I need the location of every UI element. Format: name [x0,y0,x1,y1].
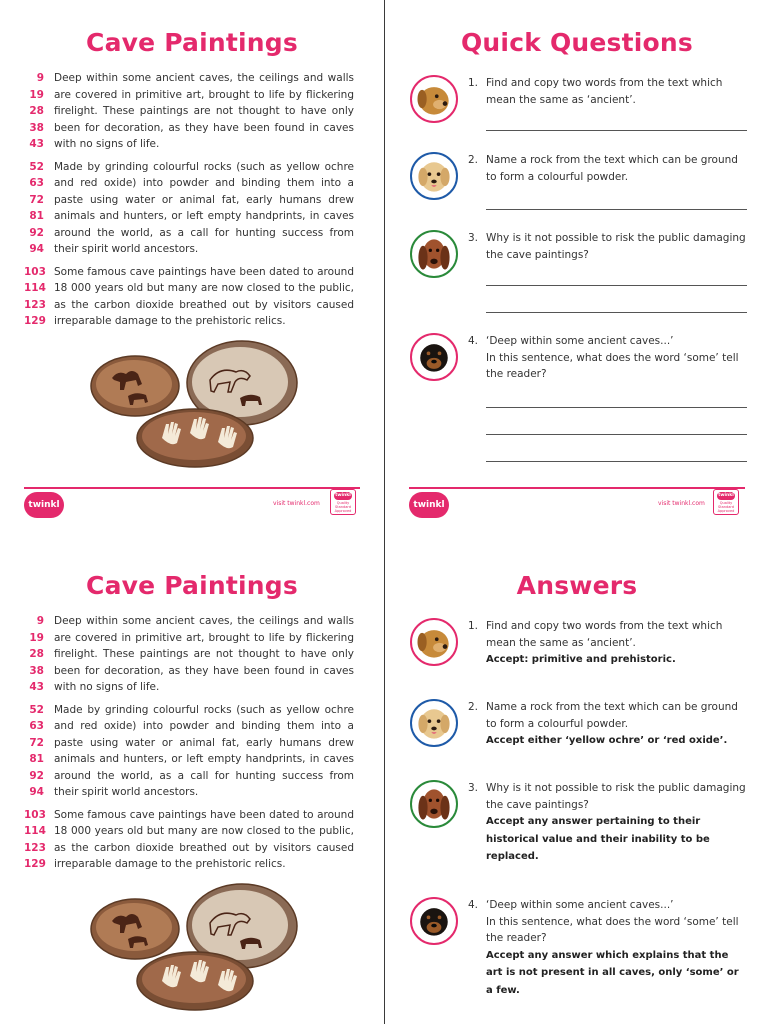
line-numbers [24,807,50,873]
paragraph [24,613,354,696]
answer-line[interactable] [486,312,747,313]
question-item [405,75,747,145]
paragraph-text: Some famous cave paintings have been dated to around 18 000 years old but many are now closed to the public, as the carbon dioxide breathed out by visitors caused irreparable damage to the prehistoric relics. [54,265,354,327]
question-number: 2. [468,701,479,713]
dog-avatar-icon [410,618,458,666]
line-number: 9 [36,72,44,84]
line-numbers [24,264,50,330]
line-number: 19 [29,631,44,644]
answer-item [405,618,747,678]
question-text: Why is it not possible to risk the public damaging the cave paintings? [486,782,746,811]
twinkl-logo[interactable]: twinkl [409,492,449,518]
badge-logo: twinkl [718,492,734,498]
badge-caption: Quality Standard Approved [334,500,352,513]
question-quote: ‘Deep within some ancient caves...’ [486,899,674,911]
page-title: Answers [516,571,638,600]
reading-passage [24,613,354,879]
answer-text: Accept any answer pertaining to their historical value and their inability to be replaced. [486,816,710,862]
line-number: 114 [24,825,46,837]
paragraph-text: Made by grinding colourful rocks (such as yellow ochre and red oxide) into powder and binding them into a paste using water or animal fat, early humans drew animals and hunters, or left empty handprints, in caves around the world, as a call for hunting success from their spirit world ancestors. [54,160,354,255]
line-number: 63 [29,177,44,189]
reading-page-bottom [0,543,384,1024]
question-text: Find and copy two words from the text which mean the same as ‘ancient’. [486,77,723,106]
paragraph [24,702,354,801]
paragraph-text: Some famous cave paintings have been dated to around 18 000 years old but many are now closed to the public, as the carbon dioxide breathed out by visitors caused irreparable damage to the prehistoric relics. [54,808,354,870]
line-number: 28 [29,648,44,660]
paragraph [24,70,354,153]
line-number: 43 [29,138,44,150]
line-numbers [24,70,50,153]
question-number: 3. [468,232,479,244]
dog-avatar-icon [410,230,458,278]
page-title: Cave Paintings [86,571,298,600]
dog-avatar-icon [410,897,458,945]
answer-item [405,780,747,870]
line-number: 43 [29,681,44,693]
line-number: 52 [29,703,44,716]
line-number: 114 [24,282,46,294]
answer-block [486,618,747,669]
line-number: 123 [24,298,46,311]
question-text [486,333,747,383]
line-number: 94 [29,243,44,255]
line-number: 28 [29,105,44,117]
badge-logo: twinkl [335,492,351,498]
question-number: 2. [468,154,479,166]
cave-rocks-illustration [90,338,300,468]
line-number: 129 [24,315,46,327]
footer-rule [24,487,360,489]
question-number: 1. [468,620,479,632]
question-item [405,152,747,222]
question-number: 4. [468,899,479,911]
line-number: 19 [29,88,44,101]
answer-block [486,780,747,866]
twinkl-logo[interactable]: twinkl [24,492,64,518]
question-number: 4. [468,335,479,347]
line-number: 72 [29,193,44,206]
paragraph [24,807,354,873]
reading-page-top [0,0,384,512]
answer-line[interactable] [486,285,747,286]
page-title: Cave Paintings [86,28,298,57]
line-numbers [24,702,50,801]
paragraph-text: Deep within some ancient caves, the ceilings and walls are covered in primitive art, brought to life by flickering firelight. These paintings are not thought to have only been for decoration, as they have been found in caves with no signs of life. [54,72,354,150]
answer-block [486,699,747,750]
line-number: 103 [24,808,46,821]
question-prompt: In this sentence, what does the word ‘some’ tell the reader? [486,351,739,380]
dog-avatar-icon [410,780,458,828]
answer-line[interactable] [486,407,747,408]
question-text: Why is it not possible to risk the public damaging the cave paintings? [486,232,746,261]
dog-avatar-icon [410,333,458,381]
line-number: 38 [29,121,44,134]
question-quote: ‘Deep within some ancient caves...’ [486,335,674,347]
answer-text: Accept any answer which explains that the art is not present in all caves, only ‘some’ or a few. [486,949,739,996]
answers-page [385,543,768,1024]
line-number: 123 [24,841,46,854]
badge-caption: Quality Standard Approved [717,500,735,513]
question-item [405,230,747,320]
line-number: 52 [29,160,44,173]
answer-line[interactable] [486,209,747,210]
answer-line[interactable] [486,461,747,462]
paragraph [24,264,354,330]
line-number: 129 [24,858,46,870]
answer-line[interactable] [486,130,747,131]
question-number: 1. [468,77,479,89]
question-text: Name a rock from the text which can be ground to form a colourful powder. [486,701,738,730]
line-number: 81 [29,753,44,765]
line-number: 72 [29,736,44,749]
question-number: 3. [468,782,479,794]
quality-badge [330,489,356,515]
answer-item [405,897,747,997]
paragraph [24,159,354,258]
line-number: 92 [29,226,44,239]
line-number: 92 [29,769,44,782]
question-item [405,333,747,468]
answer-item [405,699,747,759]
question-text: Name a rock from the text which can be ground to form a colourful powder. [486,154,738,183]
answer-line[interactable] [486,434,747,435]
line-number: 94 [29,786,44,798]
answer-text: Accept: primitive and prehistoric. [486,654,676,665]
question-prompt: In this sentence, what does the word ‘some’ tell the reader? [486,915,739,944]
quality-badge [713,489,739,515]
reading-passage [24,70,354,336]
line-number: 63 [29,720,44,732]
line-numbers [24,613,50,696]
line-number: 103 [24,265,46,278]
visit-link[interactable]: visit twinkl.com [658,500,705,507]
question-text: Find and copy two words from the text which mean the same as ‘ancient’. [486,620,723,649]
line-number: 9 [36,615,44,627]
dog-avatar-icon [410,152,458,200]
line-number: 38 [29,664,44,677]
dog-avatar-icon [410,699,458,747]
answer-text: Accept either ‘yellow ochre’ or ‘red oxide’. [486,735,728,746]
cave-rocks-illustration [90,881,300,1011]
paragraph-text: Made by grinding colourful rocks (such as yellow ochre and red oxide) into powder and binding them into a paste using water or animal fat, early humans drew animals and hunters, or left empty handprints, in caves around the world, as a call for hunting success from their spirit world ancestors. [54,703,354,798]
line-number: 81 [29,210,44,222]
page-title: Quick Questions [460,28,694,57]
paragraph-text: Deep within some ancient caves, the ceilings and walls are covered in primitive art, brought to life by flickering firelight. These paintings are not thought to have only been for decoration, as they have been found in caves with no signs of life. [54,615,354,693]
questions-page [385,0,768,512]
dog-avatar-icon [410,75,458,123]
visit-link[interactable]: visit twinkl.com [273,500,320,507]
footer-rule [409,487,745,489]
answer-block [486,897,747,999]
line-numbers [24,159,50,258]
